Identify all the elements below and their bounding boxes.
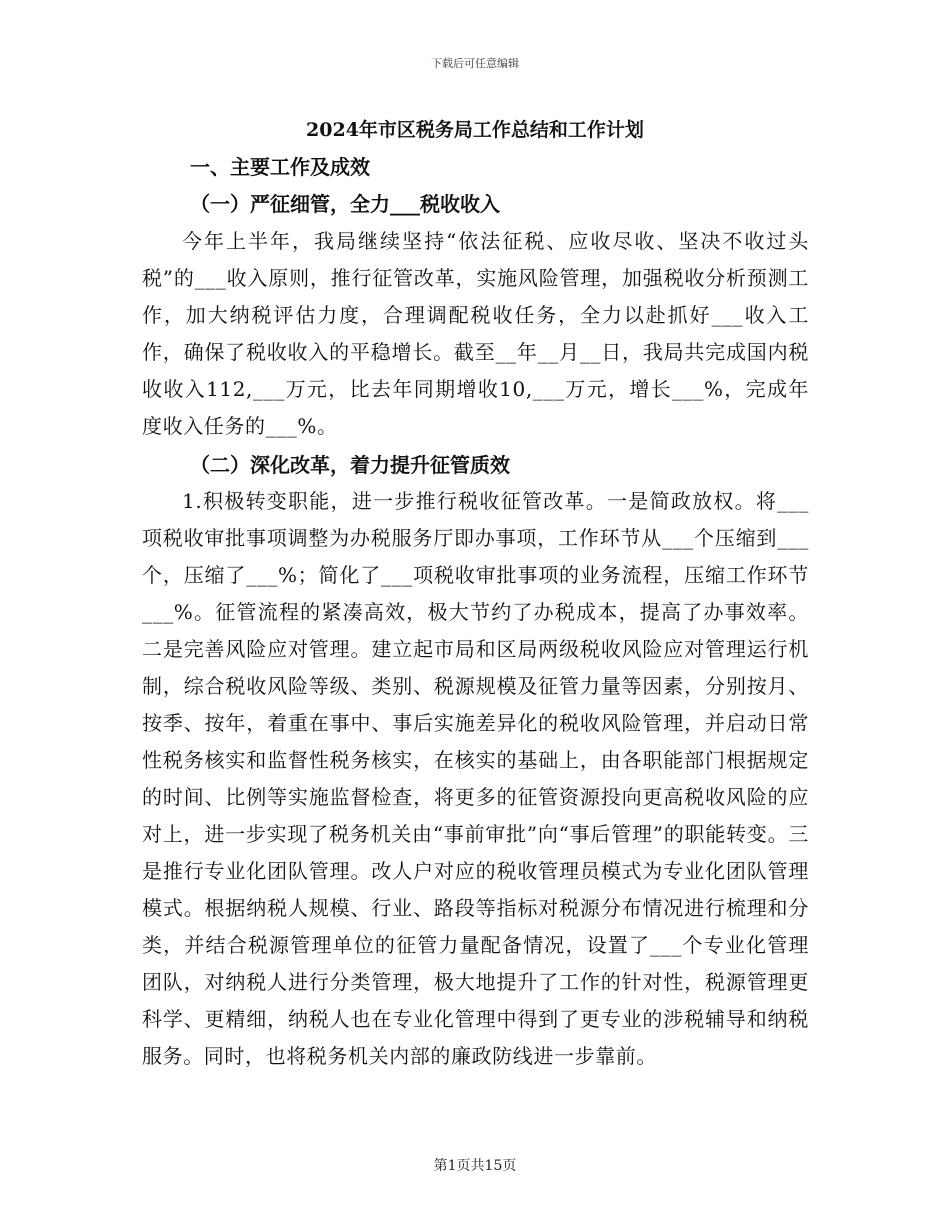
subsection-heading-reform: （二）深化改革，着力提升征管质效 xyxy=(190,453,510,477)
subsection-heading-tax-revenue: （一）严征细管，全力___税收收入 xyxy=(190,192,500,216)
document-title: 2024年市区税务局工作总结和工作计划 xyxy=(306,119,644,141)
download-note: 下载后可任意编辑 xyxy=(431,57,519,70)
paragraph-reform: 1.积极转变职能，进一步推行税收征管改革。一是简政放权。将___项税收审批事项调整为办税服务厅即办事项，工作环节从___个压缩到___个，压缩了___%；简化了___项税收审批事项的业务流程，压缩工作环节___%。征管流程的紧凑高效，极大节约了办税成本，提高了办事效率。二是完善风险应对管理。建立起市局和区局两级税收风险应对管理运行机制，综合税收风险等级、类别、税源规模及征管力量等因素，分别按月、按季、按年，着重在事中、事后实施差异化的税收风险管理，并启动日常性税务核实和监督性税务核实，在核实的基础上，由各职能部门根据规定的时间、比例等实施监督检查，将更多的征管资源投向更高税收风险的应对上，进一步实现了税务机关由“事前审批”向“事后管理”的职能转变。三是推行专业化团队管理。改人户对应的税收管理员模式为专业化团队管理模式。根据纳税人规模、行业、路段等指标对税源分布情况进行梳理和分类，并结合税源管理单位的征管力量配备情况，设置了___个专业化管理团队，对纳税人进行分类管理，极大地提升了工作的针对性，税源管理更科学、更精细，纳税人也在专业化管理中得到了更专业的涉税辅导和纳税服务。同时，也将税务机关内部的廉政防线进一步靠前。 xyxy=(142,489,809,1068)
section-heading-main-work: 一、主要工作及成效 xyxy=(190,155,370,179)
page-number: 第1页共15页 xyxy=(433,1158,517,1174)
paragraph-tax-revenue: 今年上半年，我局继续坚持“依法征税、应收尽收、坚决不收过头税”的___收入原则，推行征管改革，实施风险管理，加强税收分析预测工作，加大纳税评估力度，合理调配税收任务，全力以赴抓好___收入工作，确保了税收收入的平稳增长。截至__年__月__日，我局共完成国内税收收入112,___万元，比去年同期增收10,___万元，增长___%，完成年度收入任务的___%。 xyxy=(142,229,809,438)
